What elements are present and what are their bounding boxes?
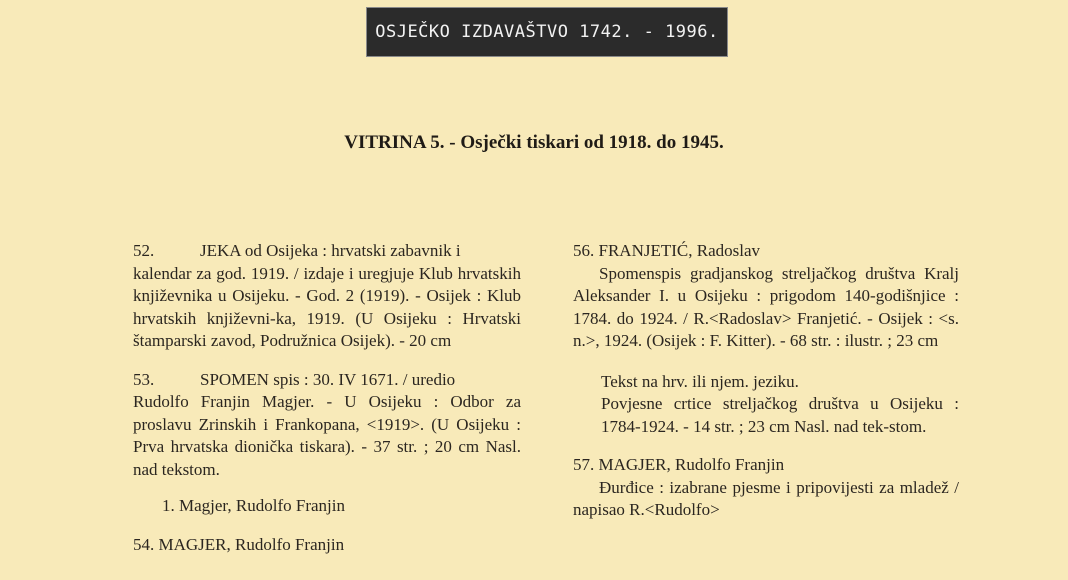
entry-body: Spomenspis gradjanskog streljačkog društva Kralj Aleksander I. u Osijeku : prigodom 140-godišnjice : 1784. do 1924. / R.<Radoslav> Franjetić. - Osijek : <s. n.>, 1924. (Osijek : F. Kitter). - 68 str. : ilustr. ; 23 cm: [573, 263, 959, 350]
header-banner: [366, 7, 728, 57]
catalog-entry-56: [573, 240, 959, 438]
entry-number: 53.: [133, 369, 155, 389]
section-title: VITRINA 5. - Osječki tiskari od 1918. do 1945.: [344, 132, 724, 153]
entry-heading: 54. MAGJER, Rudolfo Franjin: [133, 534, 345, 554]
catalog-entry-53: [133, 369, 521, 518]
entry-first-line: SPOMEN spis : 30. IV 1671. / uredio: [200, 369, 456, 389]
entry-body: Đurđice : izabrane pjesme i pripovijesti za mladež / napisao R.<Rudolfo>: [573, 477, 959, 519]
entry-subject: 1. Magjer, Rudolfo Franjin: [162, 496, 345, 515]
entry-body: kalendar za god. 1919. / izdaje i uregjuje Klub hrvatskih književnika u Osijeku. - God. 2 (1919). - Osijek : Klub hrvatskih književni-ka, 1919. (U Osijeku : Hrvatski štamparski zavod, Podružnica Osijek). - 20 cm: [133, 263, 521, 350]
right-column: [573, 240, 959, 538]
catalog-entry-52: [133, 240, 521, 353]
entry-first-line: JEKA od Osijeka : hrvatski zabavnik i: [200, 241, 461, 260]
entry-note: Povjesne crtice streljačkog društva u Osijeku : 1784-1924. - 14 str. ; 23 cm Nasl. nad tek-stom.: [601, 394, 959, 436]
header-title: OSJEČKO IZDAVAŠTVO 1742. - 1996.: [375, 22, 719, 42]
entry-heading: 56. FRANJETIĆ, Radoslav: [573, 241, 760, 260]
left-column: [133, 240, 521, 572]
catalog-entry-57: [573, 454, 959, 522]
catalog-entry-54: [133, 534, 521, 557]
entry-body: Rudolfo Franjin Magjer. - U Osijeku : Odbor za proslavu Zrinskih i Frankopana, <1919>. (U Osijeku : Prva hrvatska dionička tiskara). - 37 str. ; 20 cm Nasl. nad tekstom.: [133, 392, 521, 479]
entry-heading: 57. MAGJER, Rudolfo Franjin: [573, 455, 785, 474]
entry-number: 52.: [133, 241, 155, 260]
entry-note: Tekst na hrv. ili njem. jeziku.: [601, 371, 799, 391]
